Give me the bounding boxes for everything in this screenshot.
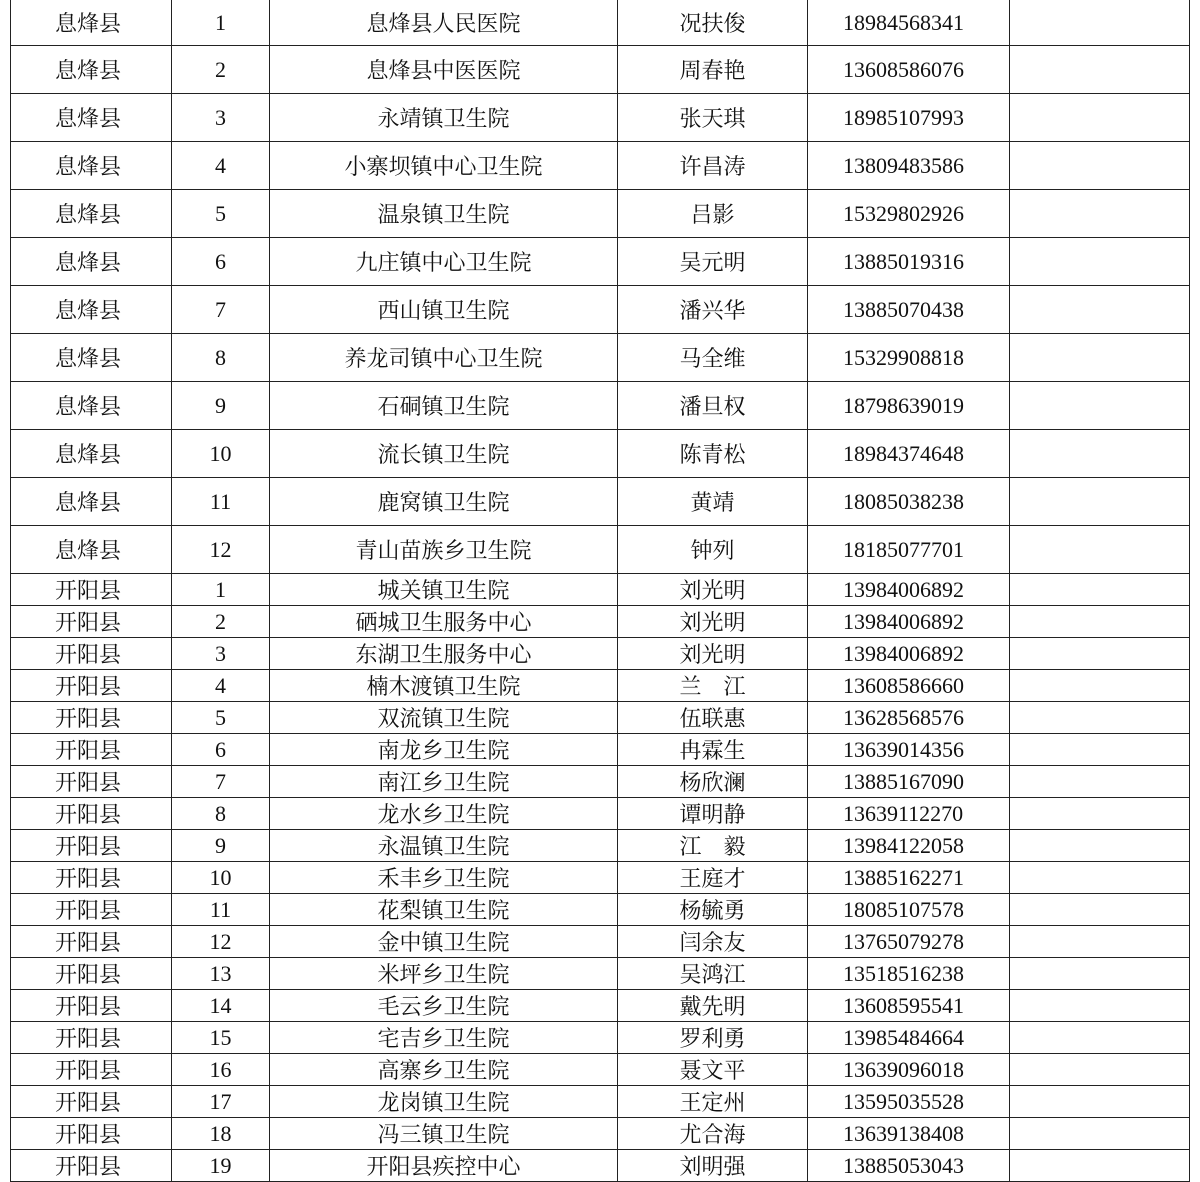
county-cell: 开阳县 (11, 638, 172, 670)
note-cell (1010, 830, 1190, 862)
contact-name-cell: 吕影 (618, 190, 808, 238)
unit-name-cell: 米坪乡卫生院 (270, 958, 618, 990)
table-row (11, 1054, 1190, 1086)
table-row (11, 638, 1190, 670)
unit-name-cell: 龙岗镇卫生院 (270, 1086, 618, 1118)
index-cell: 15 (172, 1022, 270, 1054)
contact-name-cell: 闫余友 (618, 926, 808, 958)
index-cell: 9 (172, 830, 270, 862)
table-row (11, 766, 1190, 798)
unit-name-cell: 温泉镇卫生院 (270, 190, 618, 238)
county-cell: 息烽县 (11, 190, 172, 238)
contact-name-cell: 伍联惠 (618, 702, 808, 734)
table-row (11, 606, 1190, 638)
index-cell: 8 (172, 798, 270, 830)
index-cell: 8 (172, 334, 270, 382)
unit-name-cell: 双流镇卫生院 (270, 702, 618, 734)
table-row (11, 734, 1190, 766)
unit-name-cell: 硒城卫生服务中心 (270, 606, 618, 638)
table-row (11, 478, 1190, 526)
table-row (11, 990, 1190, 1022)
index-cell: 11 (172, 894, 270, 926)
county-cell: 开阳县 (11, 862, 172, 894)
phone-cell: 13639096018 (808, 1054, 1010, 1086)
table-row (11, 430, 1190, 478)
table-row (11, 286, 1190, 334)
phone-cell: 13595035528 (808, 1086, 1010, 1118)
unit-name-cell: 养龙司镇中心卫生院 (270, 334, 618, 382)
note-cell (1010, 1022, 1190, 1054)
table-row (11, 142, 1190, 190)
index-cell: 13 (172, 958, 270, 990)
table-row (11, 894, 1190, 926)
table-row (11, 1022, 1190, 1054)
phone-cell: 13885162271 (808, 862, 1010, 894)
note-cell (1010, 926, 1190, 958)
contact-name-cell: 王庭才 (618, 862, 808, 894)
index-cell: 7 (172, 766, 270, 798)
unit-name-cell: 东湖卫生服务中心 (270, 638, 618, 670)
county-cell: 开阳县 (11, 958, 172, 990)
note-cell (1010, 0, 1190, 46)
table-row (11, 94, 1190, 142)
unit-name-cell: 冯三镇卫生院 (270, 1118, 618, 1150)
table-row (11, 958, 1190, 990)
index-cell: 1 (172, 574, 270, 606)
phone-cell: 13885167090 (808, 766, 1010, 798)
note-cell (1010, 478, 1190, 526)
contact-name-cell: 钟列 (618, 526, 808, 574)
phone-cell: 18984568341 (808, 0, 1010, 46)
phone-cell: 13885053043 (808, 1150, 1010, 1182)
phone-cell: 13608586076 (808, 46, 1010, 94)
phone-cell: 13518516238 (808, 958, 1010, 990)
unit-name-cell: 禾丰乡卫生院 (270, 862, 618, 894)
county-cell: 开阳县 (11, 830, 172, 862)
unit-name-cell: 南江乡卫生院 (270, 766, 618, 798)
table-row (11, 190, 1190, 238)
phone-cell: 13984006892 (808, 606, 1010, 638)
phone-cell: 13608586660 (808, 670, 1010, 702)
index-cell: 3 (172, 638, 270, 670)
table-row (11, 1150, 1190, 1182)
county-cell: 开阳县 (11, 702, 172, 734)
phone-cell: 13984006892 (808, 574, 1010, 606)
county-cell: 息烽县 (11, 94, 172, 142)
table-row (11, 1086, 1190, 1118)
unit-name-cell: 西山镇卫生院 (270, 286, 618, 334)
table-row (11, 862, 1190, 894)
county-cell: 息烽县 (11, 334, 172, 382)
index-cell: 11 (172, 478, 270, 526)
phone-cell: 13984122058 (808, 830, 1010, 862)
phone-cell: 18984374648 (808, 430, 1010, 478)
county-cell: 开阳县 (11, 574, 172, 606)
contact-name-cell: 刘光明 (618, 574, 808, 606)
county-cell: 息烽县 (11, 142, 172, 190)
note-cell (1010, 1118, 1190, 1150)
county-cell: 开阳县 (11, 926, 172, 958)
phone-cell: 13639014356 (808, 734, 1010, 766)
unit-name-cell: 息烽县人民医院 (270, 0, 618, 46)
contact-name-cell: 聂文平 (618, 1054, 808, 1086)
unit-name-cell: 永靖镇卫生院 (270, 94, 618, 142)
unit-name-cell: 龙水乡卫生院 (270, 798, 618, 830)
note-cell (1010, 862, 1190, 894)
county-cell: 息烽县 (11, 478, 172, 526)
contact-name-cell: 杨欣澜 (618, 766, 808, 798)
note-cell (1010, 766, 1190, 798)
unit-name-cell: 鹿窝镇卫生院 (270, 478, 618, 526)
contact-name-cell: 江 毅 (618, 830, 808, 862)
contact-name-cell: 谭明静 (618, 798, 808, 830)
contact-name-cell: 兰 江 (618, 670, 808, 702)
contact-name-cell: 刘光明 (618, 606, 808, 638)
county-cell: 开阳县 (11, 1054, 172, 1086)
county-cell: 开阳县 (11, 1022, 172, 1054)
phone-cell: 15329908818 (808, 334, 1010, 382)
table-row (11, 798, 1190, 830)
county-cell: 开阳县 (11, 1118, 172, 1150)
table-row (11, 926, 1190, 958)
phone-cell: 18185077701 (808, 526, 1010, 574)
table-row (11, 574, 1190, 606)
note-cell (1010, 734, 1190, 766)
table-row (11, 670, 1190, 702)
table-row (11, 382, 1190, 430)
index-cell: 7 (172, 286, 270, 334)
county-cell: 息烽县 (11, 430, 172, 478)
note-cell (1010, 574, 1190, 606)
contact-name-cell: 尤合海 (618, 1118, 808, 1150)
unit-name-cell: 高寨乡卫生院 (270, 1054, 618, 1086)
note-cell (1010, 526, 1190, 574)
county-cell: 开阳县 (11, 766, 172, 798)
index-cell: 16 (172, 1054, 270, 1086)
index-cell: 6 (172, 238, 270, 286)
table-body (11, 0, 1190, 1182)
phone-cell: 18798639019 (808, 382, 1010, 430)
index-cell: 9 (172, 382, 270, 430)
note-cell (1010, 142, 1190, 190)
contact-table (10, 0, 1190, 1182)
index-cell: 12 (172, 526, 270, 574)
unit-name-cell: 花梨镇卫生院 (270, 894, 618, 926)
note-cell (1010, 286, 1190, 334)
index-cell: 14 (172, 990, 270, 1022)
county-cell: 息烽县 (11, 526, 172, 574)
phone-cell: 18085107578 (808, 894, 1010, 926)
contact-name-cell: 况扶俊 (618, 0, 808, 46)
unit-name-cell: 楠木渡镇卫生院 (270, 670, 618, 702)
county-cell: 开阳县 (11, 894, 172, 926)
contact-name-cell: 刘光明 (618, 638, 808, 670)
unit-name-cell: 毛云乡卫生院 (270, 990, 618, 1022)
note-cell (1010, 606, 1190, 638)
contact-name-cell: 杨毓勇 (618, 894, 808, 926)
unit-name-cell: 青山苗族乡卫生院 (270, 526, 618, 574)
county-cell: 息烽县 (11, 46, 172, 94)
note-cell (1010, 798, 1190, 830)
contact-name-cell: 黄靖 (618, 478, 808, 526)
unit-name-cell: 南龙乡卫生院 (270, 734, 618, 766)
phone-cell: 13885019316 (808, 238, 1010, 286)
table-row (11, 334, 1190, 382)
note-cell (1010, 638, 1190, 670)
unit-name-cell: 息烽县中医医院 (270, 46, 618, 94)
table-row (11, 0, 1190, 46)
contact-name-cell: 张天琪 (618, 94, 808, 142)
county-cell: 息烽县 (11, 382, 172, 430)
unit-name-cell: 金中镇卫生院 (270, 926, 618, 958)
contact-name-cell: 陈青松 (618, 430, 808, 478)
index-cell: 5 (172, 702, 270, 734)
note-cell (1010, 238, 1190, 286)
contact-name-cell: 周春艳 (618, 46, 808, 94)
index-cell: 6 (172, 734, 270, 766)
phone-cell: 13985484664 (808, 1022, 1010, 1054)
table-row (11, 702, 1190, 734)
note-cell (1010, 46, 1190, 94)
contact-name-cell: 罗利勇 (618, 1022, 808, 1054)
phone-cell: 13885070438 (808, 286, 1010, 334)
index-cell: 3 (172, 94, 270, 142)
index-cell: 2 (172, 46, 270, 94)
county-cell: 开阳县 (11, 990, 172, 1022)
unit-name-cell: 流长镇卫生院 (270, 430, 618, 478)
table-row (11, 830, 1190, 862)
unit-name-cell: 开阳县疾控中心 (270, 1150, 618, 1182)
county-cell: 开阳县 (11, 798, 172, 830)
note-cell (1010, 430, 1190, 478)
note-cell (1010, 1086, 1190, 1118)
phone-cell: 13639112270 (808, 798, 1010, 830)
county-cell: 息烽县 (11, 238, 172, 286)
index-cell: 4 (172, 670, 270, 702)
index-cell: 18 (172, 1118, 270, 1150)
note-cell (1010, 958, 1190, 990)
note-cell (1010, 894, 1190, 926)
note-cell (1010, 670, 1190, 702)
county-cell: 开阳县 (11, 1150, 172, 1182)
contact-name-cell: 冉霖生 (618, 734, 808, 766)
county-cell: 开阳县 (11, 670, 172, 702)
unit-name-cell: 宅吉乡卫生院 (270, 1022, 618, 1054)
note-cell (1010, 1054, 1190, 1086)
index-cell: 10 (172, 430, 270, 478)
contact-name-cell: 戴先明 (618, 990, 808, 1022)
note-cell (1010, 702, 1190, 734)
index-cell: 2 (172, 606, 270, 638)
index-cell: 19 (172, 1150, 270, 1182)
phone-cell: 13639138408 (808, 1118, 1010, 1150)
county-cell: 开阳县 (11, 734, 172, 766)
note-cell (1010, 334, 1190, 382)
index-cell: 4 (172, 142, 270, 190)
contact-name-cell: 吴元明 (618, 238, 808, 286)
table-row (11, 526, 1190, 574)
county-cell: 息烽县 (11, 286, 172, 334)
phone-cell: 15329802926 (808, 190, 1010, 238)
phone-cell: 13765079278 (808, 926, 1010, 958)
index-cell: 17 (172, 1086, 270, 1118)
phone-cell: 18985107993 (808, 94, 1010, 142)
index-cell: 12 (172, 926, 270, 958)
contact-name-cell: 吴鸿江 (618, 958, 808, 990)
note-cell (1010, 190, 1190, 238)
county-cell: 息烽县 (11, 0, 172, 46)
county-cell: 开阳县 (11, 1086, 172, 1118)
index-cell: 1 (172, 0, 270, 46)
table-row (11, 238, 1190, 286)
unit-name-cell: 九庄镇中心卫生院 (270, 238, 618, 286)
unit-name-cell: 永温镇卫生院 (270, 830, 618, 862)
note-cell (1010, 990, 1190, 1022)
contact-name-cell: 潘兴华 (618, 286, 808, 334)
note-cell (1010, 94, 1190, 142)
phone-cell: 13809483586 (808, 142, 1010, 190)
contact-name-cell: 潘旦权 (618, 382, 808, 430)
phone-cell: 13608595541 (808, 990, 1010, 1022)
contact-name-cell: 马全维 (618, 334, 808, 382)
note-cell (1010, 382, 1190, 430)
table-row (11, 46, 1190, 94)
contact-name-cell: 刘明强 (618, 1150, 808, 1182)
index-cell: 5 (172, 190, 270, 238)
contact-name-cell: 许昌涛 (618, 142, 808, 190)
unit-name-cell: 小寨坝镇中心卫生院 (270, 142, 618, 190)
phone-cell: 13984006892 (808, 638, 1010, 670)
note-cell (1010, 1150, 1190, 1182)
phone-cell: 13628568576 (808, 702, 1010, 734)
table-row (11, 1118, 1190, 1150)
contact-name-cell: 王定州 (618, 1086, 808, 1118)
county-cell: 开阳县 (11, 606, 172, 638)
unit-name-cell: 石硐镇卫生院 (270, 382, 618, 430)
unit-name-cell: 城关镇卫生院 (270, 574, 618, 606)
phone-cell: 18085038238 (808, 478, 1010, 526)
index-cell: 10 (172, 862, 270, 894)
